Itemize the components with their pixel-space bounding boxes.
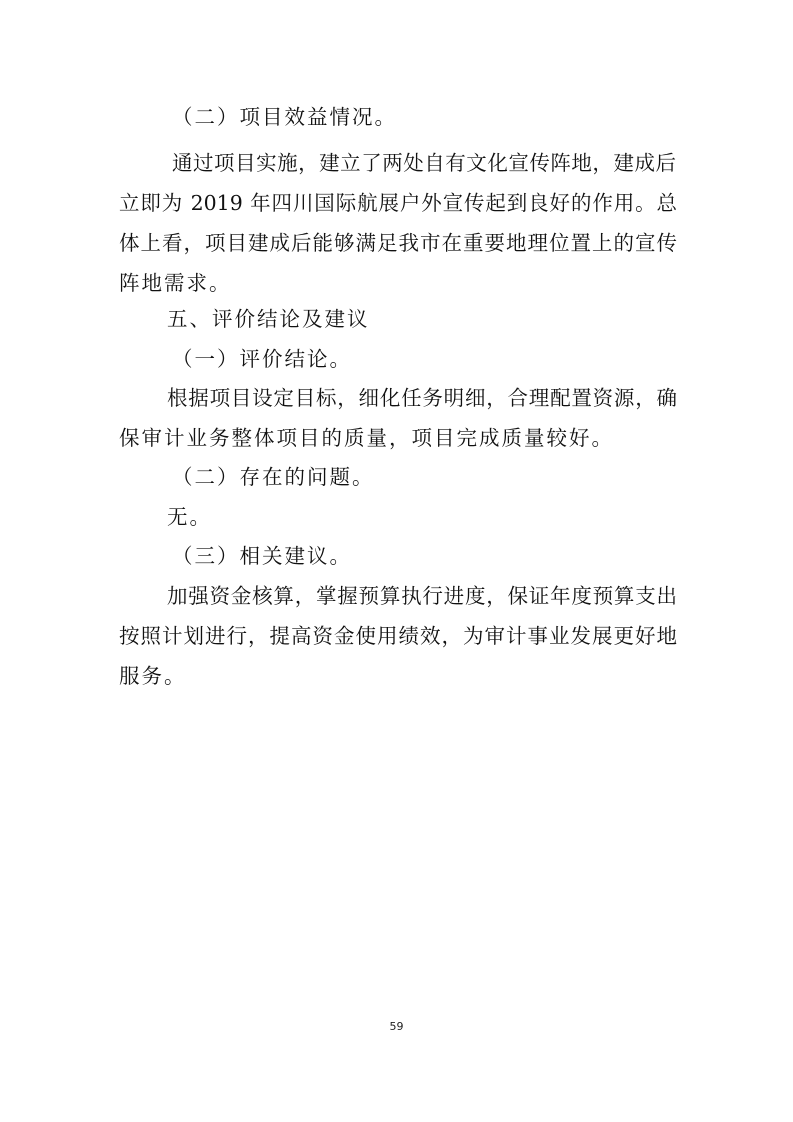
subheading-problems: （二）存在的问题。 [172, 465, 375, 489]
subheading-project-benefits: （二）项目效益情况。 [172, 105, 397, 129]
paragraph-line: 通过项目实施，建立了两处自有文化宣传阵地，建成后 [172, 151, 676, 175]
paragraph-line: 加强资金核算，掌握预算执行进度，保证年度预算支出 [167, 584, 677, 608]
paragraph-line: 立即为 2019 年四川国际航展户外宣传起到良好的作用。总 [119, 191, 677, 215]
paragraph-line: 阵地需求。 [119, 271, 232, 295]
section-heading: 五、评价结论及建议 [167, 307, 370, 331]
page-number: 59 [389, 1020, 404, 1033]
paragraph-line: 体上看，项目建成后能够满足我市在重要地理位置上的宣传 [119, 231, 677, 255]
paragraph-line: 根据项目设定目标，细化任务明细，合理配置资源，确 [167, 386, 677, 410]
subheading-conclusion: （一）评价结论。 [172, 347, 352, 371]
paragraph-line: 保审计业务整体项目的质量，项目完成质量较好。 [119, 426, 614, 450]
paragraph-line: 按照计划进行，提高资金使用绩效，为审计事业发展更好地 [119, 624, 677, 648]
paragraph-line: 服务。 [119, 664, 187, 688]
subheading-suggestions: （三）相关建议。 [172, 544, 352, 568]
paragraph-line: 无。 [167, 505, 212, 529]
